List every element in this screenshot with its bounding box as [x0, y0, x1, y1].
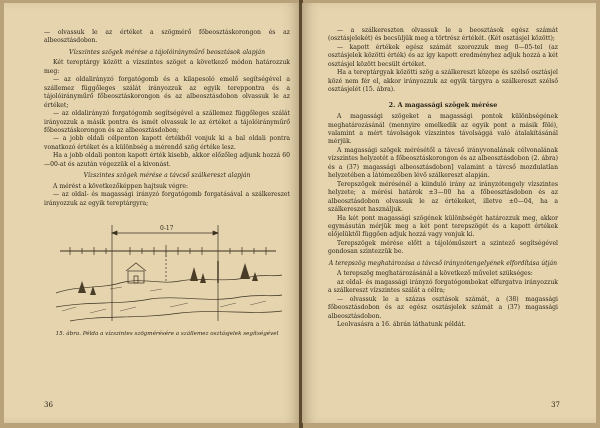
paragraph-l7: Ha a jobb oldali ponton kapott érték kisebb, akkor előzőleg adjunk hozzá 60—00-at és azután végezzük el a kivonást. [44, 152, 290, 168]
paragraph-r12: — olvassuk le a százas osztások számát, a (38) magassági főbeosztásdobon és az egész osztásjelek számát a (37) magassági albeosztásdobon. [328, 295, 558, 320]
paragraph-r10: A terepszög meghatározásánál a következő művelet szükséges: [337, 270, 533, 278]
paragraph-l4: — az oldalirányzó forgatógomb és a kilapesoló emelő segítségével a szállemez függőleges szálát irányozzuk az egyik tereppontra és a tájolóirányműrő főbeosztáskorongon és az albeosztásdobon olvassuk le az értéket; [44, 76, 290, 109]
paragraph-r2: — kapott értékek egész számát szorozzuk meg 0—05-tel (az osztásjelek közötti érték) és az így kapott eredményhez adjuk hozzá a két osztásjel között becsült értéket. [328, 43, 558, 68]
paragraph-r5: A magassági szögek mérésétől a távcső irányvonalának célvonalának vízszintes helyzetét a főbeosztáskorongon és az albeosztásdobon (2. ábra) és a (37) magassági albeosztásdobon] valamint a távcső mozdulatlan helyzetében a látómezőben lévő szálkereszt alapján. [328, 146, 558, 180]
paragraph-l10: — az oldal- és magassági irányzó forgatógomb forgatásával a szálkereszet irányozzuk az egyik tereptárgyra; [44, 191, 290, 207]
page-number-left: 36 [44, 401, 53, 409]
left-page [4, 3, 300, 423]
figure-15-svg [50, 211, 286, 329]
right-page-text-top [328, 27, 558, 95]
paragraph-r9: A terepszög meghatározása a távcső irányzótengelyének elfordítása útján [328, 259, 558, 267]
right-page [302, 3, 596, 423]
paragraph-r13: Leolvasásra a 16. ábrán láthatunk példát. [337, 320, 466, 328]
paragraph-l2: Vízszintes szögek mérése a tájolóirányműrő beosztások alapján [68, 48, 266, 56]
right-page-text-bottom [328, 113, 558, 329]
paragraph-r1: — a szálkereszten olvassuk le a beosztások egész számát (osztásjelekét) és becsüljük meg a törtrész értékét. (Két osztásjel között); [328, 27, 558, 43]
paragraph-l3: Két tereptárgy között a vízszintes szöget a következő módon határozzuk meg: [44, 59, 290, 75]
figure-label: 0-17 [160, 225, 174, 233]
page-number-right: 37 [551, 401, 560, 409]
paragraph-l1: — olvassuk le az értéket a szögmérő főbeosztáskorongon és az albeosztásdobon. [44, 29, 290, 45]
paragraph-r4: A magassági szögeket a magassági pontok különbségének meghatározásánál (mennyire emelkedik az egyik pont a másik fölé), valamint a mért távolságok vízszintes távolsággá való átalakításánál mérjük. [328, 113, 558, 146]
paragraph-r3: Ha a tereptárgyak közötti szög a szálkereszt közepe és szélső osztásjel közé nem fér el, akkor irányozzuk az egyik tárgyra a szálkereszt szélső osztásjelét (15. ábra). [328, 69, 558, 94]
figure-caption: 15. ábra. Példa a vízszintes szögmérésére a szállemez osztásjelek segítségével [55, 331, 279, 338]
paragraph-l9: A mérést a következőképpen hajtsuk végre: [53, 182, 189, 190]
paragraph-l8: Vízszintes szögek mérése a távcső szálkereszt alapján [83, 172, 251, 180]
paragraph-r11: az oldal- és magassági irányzó forgatógombokat elfurgatva irányozzuk a szálkereszt vízszintes szálát a célra; [328, 278, 558, 295]
paragraph-l5: — az oldalirányzó forgatógomb segítségével a szállemez függőleges szálát irányozzuk a másik pontra és ismét olvassuk le az értéket a tájolóirányműrő főbeosztáskorongon és az albeosztásdobon; [44, 110, 290, 134]
left-page-text [44, 29, 290, 208]
paragraph-r7: Ha két pont magassági szögének különbségét határozzuk meg, akkor egymásután mérjük meg a két pont terepszögét és a kapott értékek előjelüktől függően adjuk hozzá vagy vonjuk ki. [328, 214, 558, 239]
paragraph-r6: Terepszögek mérésénél a kiinduló irány az irányzótengely vízszintes helyzete; a mérési határok ±3—00 ha a főbeosztásdobon és az albeosztásdobon olvassuk le az értékeket, illetve ±0—04, ha a szálkereszet használjuk. [328, 180, 558, 214]
paragraph-l6: — a jobb oldali célponton kapott értékből vonjuk ki a bal oldali pontra vonatkozó értéket és a különbség a mérendő szög értéke lesz. [44, 135, 290, 151]
figure-15-illustration [50, 211, 286, 329]
section-heading: 2. A magassági szögek mérése [388, 100, 498, 109]
paragraph-r8: Terepszögek mérése előtt a tájolóműszert a szintező segítségével gondosan szintezzük be. [328, 239, 558, 256]
